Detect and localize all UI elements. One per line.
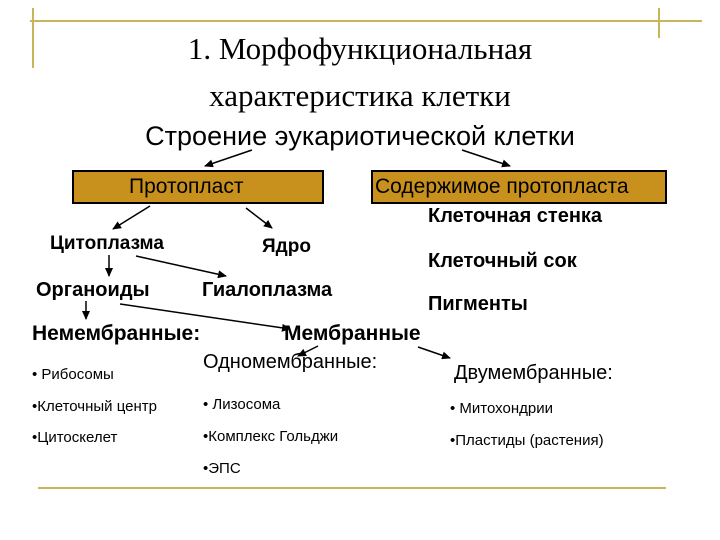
cell-wall-label: Клеточная стенка [428, 205, 603, 227]
page-title-line1: 1. Морфофункциональная [187, 31, 533, 66]
arrow-to-double-membrane [418, 347, 450, 358]
list-item: • Рибосомы [32, 366, 114, 383]
cell-sap-label: Клеточный сок [428, 250, 577, 272]
single-membrane-heading: Одномембранные: [203, 351, 378, 373]
list-item: •Цитоскелет [32, 429, 118, 446]
arrow-to-membrane [120, 304, 290, 329]
double-membrane-heading: Двумембранные: [454, 362, 613, 384]
protoplast-contents-label: Содержимое протопласта [375, 175, 629, 198]
list-item: •Комплекс Гольджи [203, 428, 339, 445]
page-title-line2: характеристика клетки [209, 78, 511, 113]
list-item: •Пластиды (растения) [450, 432, 604, 449]
arrow-to-single-membrane [298, 346, 318, 356]
protoplast-label: Протопласт [129, 175, 244, 198]
arrow-to-cytoplasm [113, 206, 150, 229]
list-item: • Митохондрии [450, 400, 553, 417]
organoids-label: Органоиды [36, 279, 150, 301]
arrow-to-protoplast-contents [462, 150, 510, 166]
hyaloplasm-label: Гиалоплазма [202, 279, 333, 301]
arrow-to-protoplast [205, 150, 252, 166]
pigments-label: Пигменты [428, 293, 528, 315]
list-item: •Клеточный центр [32, 398, 157, 415]
non-membrane-heading: Немембранные: [32, 322, 201, 345]
list-item: • Лизосома [203, 396, 281, 413]
diagram-subtitle: Строение эукариотической клетки [145, 121, 575, 151]
cytoplasm-label: Цитоплазма [50, 233, 164, 254]
arrow-to-hyaloplasm [136, 256, 226, 276]
arrow-to-nucleus [246, 208, 272, 228]
list-item: •ЭПС [203, 460, 241, 477]
nucleus-label: Ядро [262, 236, 311, 257]
membrane-heading: Мембранные [284, 322, 421, 345]
